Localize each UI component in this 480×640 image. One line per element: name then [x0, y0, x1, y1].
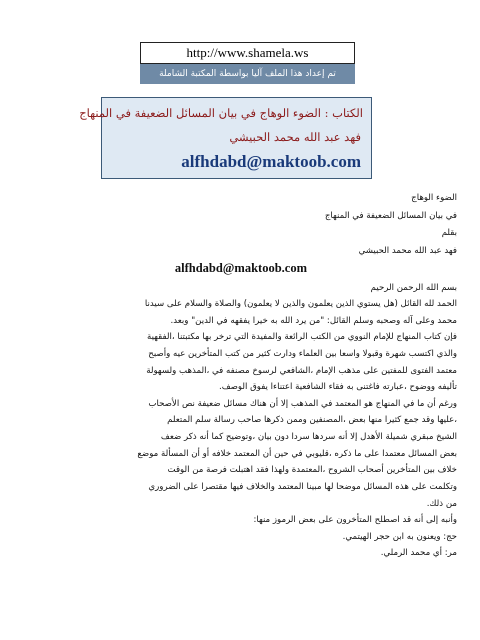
body-subtitle: في بيان المسائل الضعيفة في المنهاج: [324, 211, 457, 221]
author-name: فهد عبد الله محمد الحبيشي: [229, 130, 361, 144]
paragraph-line: من ذلك.: [426, 499, 457, 509]
paragraph-line: ،عليها وقد جمع كثيرا منها بعض ،المصنفين وممن ذكرها صاحب رسالة سلم المتعلم: [167, 415, 457, 425]
author-email: alfhdabd@maktoob.com: [181, 152, 361, 171]
abbreviation-line: مر: أي محمد الرملي.: [380, 548, 457, 558]
body-by-label: بقلم: [441, 228, 457, 238]
paragraph-line: خلاف بين المتأخرين أصحاب الشروح ،المعتمدة ولهذا فقد اهتبلت فرصة من الوقت: [167, 465, 457, 475]
paragraph-line: الشيخ مبقري شميلة الأهدل إلا أنه سردها سردا دون بيان ،وتوضيح كما أنه ذكر ضعف: [160, 432, 457, 442]
site-url[interactable]: http://www.shamela.ws: [140, 42, 355, 64]
body-email: alfhdabd@maktoob.com: [174, 261, 307, 275]
book-title: الكتاب : الضوء الوهاج في بيان المسائل الضعيفة في المنهاج: [79, 106, 363, 120]
paragraph-line: محمد وعلى آله وصحبه وسلم القائل: "من يرد الله به خيرا يفقهه في الدين" وبعد.: [170, 316, 457, 326]
library-banner: تم إعداد هذا الملف آليا بواسطة المكتبة الشاملة: [140, 64, 355, 84]
basmala: بسم الله الرحمن الرحيم: [370, 283, 457, 293]
paragraph-line: الحمد لله القائل (هل يستوي الذين يعلمون والذين لا يعلمون) والصلاة والسلام على سيدنا: [144, 299, 457, 309]
paragraph-line: وأنبه إلى أنه قد اصطلح المتأخرون على بعض الرموز منها:: [253, 515, 457, 525]
paragraph-line: ورغم أن ما في المنهاج هو المعتمد في المذهب إلا أن هناك مسائل ضعيفة نص الأصحاب: [148, 399, 457, 409]
abbreviation-line: حج: ويعنون به ابن حجر الهيتمي.: [342, 532, 457, 542]
book-title-box: [79, 97, 372, 179]
paragraph-line: بعض المسائل معتمدا على ما ذكره ،قليوبي في حين أن المعتمد خلافه أو أن المسألة موضع: [137, 449, 457, 459]
paragraph-line: والذي اكتسب شهرة وقبولا واسعا بين العلماء ودارت كثير من كتب المتأخرين عيه وأصبح: [148, 349, 457, 359]
paragraph-line: وتكلمت على هذه المسائل موضحا لها مبينا المعتمد والخلاف فيها مقتصرا على الضروري: [148, 482, 457, 492]
paragraph-line: معتمد الفتوى للمفتين على مذهب الإمام ،الشافعي لرسوخ مصنفه في ،المذهب ولسهولة: [146, 366, 457, 376]
body-author: فهد عبد الله محمد الحبيشي: [358, 246, 457, 256]
body-title: الضوء الوهاج: [411, 193, 457, 203]
paragraph-line: فإن كتاب المنهاج للإمام النووي من الكتب الرائعة والمفيدة التي ترخر بها مكتبتنا ،الفقهية: [146, 332, 457, 342]
paragraph-line: تأليفه ووضوح ،عبارته فاغتنى به فقاء الشافعية اعتناءا يفوق الوصف.: [218, 382, 457, 392]
